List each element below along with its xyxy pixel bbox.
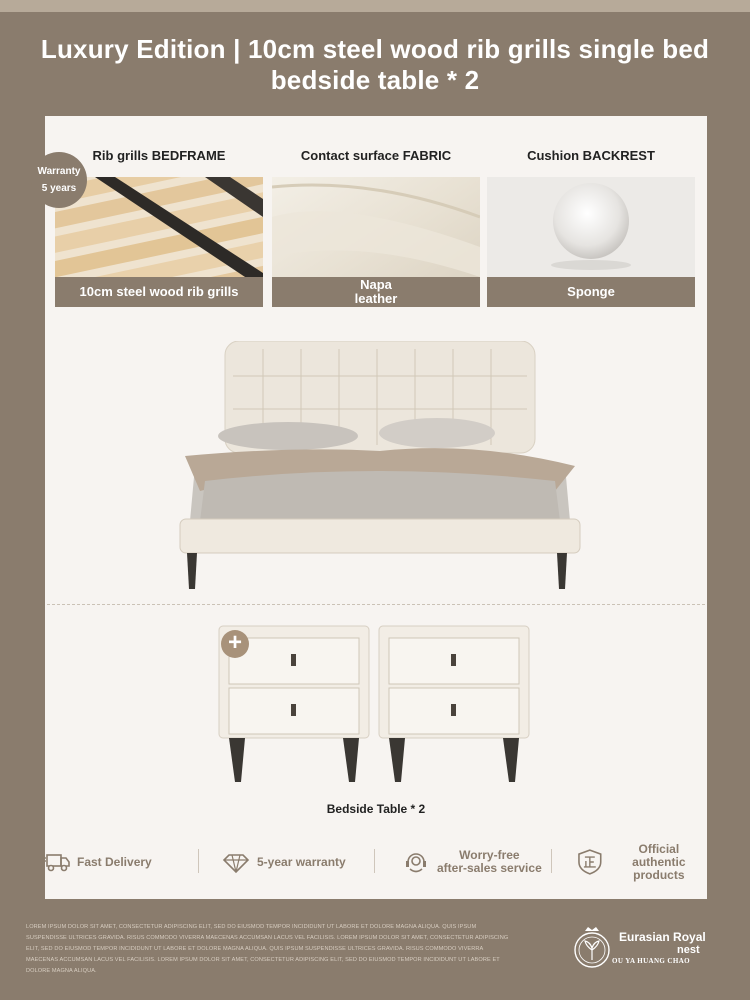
bedside-table-label: Bedside Table * 2 bbox=[326, 802, 426, 816]
caption-line-2: leather bbox=[354, 291, 398, 306]
product-panel bbox=[37, 116, 707, 899]
rib-grill-image bbox=[55, 177, 263, 307]
service-label: Fast Delivery bbox=[77, 854, 152, 869]
service-divider bbox=[551, 849, 552, 873]
brand-pinyin: OU YA HUANG CHAO bbox=[612, 957, 691, 965]
section-divider bbox=[47, 604, 705, 605]
warranty-line-2: 5 years bbox=[41, 183, 77, 194]
leather-image bbox=[272, 177, 480, 307]
caption-line-1: Napa bbox=[360, 277, 392, 292]
service-label bbox=[611, 843, 707, 882]
bed-image bbox=[175, 341, 585, 591]
service-after-sales bbox=[401, 844, 542, 880]
title-line-2: bedside table * 2 bbox=[270, 65, 480, 95]
service-divider bbox=[374, 849, 375, 873]
footer-lorem-text: LOREM IPSUM DOLOR SIT AMET, CONSECTETUR ADIPISCING ELIT, SED DO EIUSMOD TEMPOR INCIDIDUNT UT LABORE ET DOLORE MAGNA ALIQUA. QUIS IPSUM SUSPENDISSE ULTRICES GRAVIDA. RISUS COMMODO VIVERRA MAECENAS ACCUMSAN LACUS VEL FACILISIS. LOREM IPSUM DOLOR SIT AMET, CONSECTETUR ADIPISCING ELIT, SED DO EIUSMOD TEMPOR INCIDIDUNT UT LABORE ET DOLORE MAGNA ALIQUA. QUIS IPSUM SUSPENDISSE ULTRICES GRAVIDA. RISUS COMMODO VIVERRA MAECENAS ACCUMSAN LACUS VEL FACILISIS. LOREM IPSUM DOLOR SIT AMET, CONSECTETUR ADIPISCING ELIT, SED DO EIUSMOD TEMPOR INCIDIDUNT UT LABORE ET DOLORE MAGNA ALIQUA. bbox=[26, 924, 509, 974]
service-warranty bbox=[221, 844, 346, 880]
support-icon bbox=[401, 847, 431, 877]
service-authentic bbox=[575, 841, 707, 882]
feature-title: Rib grills BEDFRAME bbox=[92, 148, 226, 163]
bedside-tables-image bbox=[217, 624, 537, 784]
title-line-1: Luxury Edition | 10cm steel wood rib grills single bed bbox=[40, 34, 710, 64]
page-title bbox=[20, 34, 730, 96]
diamond-icon bbox=[221, 847, 251, 877]
feature-caption bbox=[272, 277, 480, 307]
authentic-icon bbox=[575, 847, 605, 877]
truck-icon bbox=[41, 847, 71, 877]
brand-logo-icon bbox=[572, 926, 612, 970]
feature-title: Contact surface FABRIC bbox=[300, 148, 452, 163]
service-label-line-1: Worry-free bbox=[459, 848, 520, 862]
service-label bbox=[437, 849, 542, 875]
warranty-badge bbox=[31, 152, 87, 208]
brand-name: Eurasian Royal bbox=[619, 930, 706, 944]
service-label: 5-year warranty bbox=[257, 854, 346, 869]
service-label-line-2: products bbox=[633, 867, 685, 882]
feature-caption: 10cm steel wood rib grills bbox=[55, 277, 263, 307]
feature-caption: Sponge bbox=[487, 277, 695, 307]
sponge-image bbox=[487, 177, 695, 307]
plus-icon: + bbox=[221, 630, 249, 658]
service-label-line-1: Official authentic bbox=[632, 841, 686, 869]
service-label-line-2: after-sales service bbox=[437, 861, 542, 875]
brand-name-line-2: nest bbox=[677, 944, 700, 956]
service-divider bbox=[198, 849, 199, 873]
service-fast-delivery bbox=[41, 844, 152, 880]
feature-title: Cushion BACKREST bbox=[527, 148, 655, 163]
top-strip bbox=[0, 0, 750, 12]
warranty-line-1: Warranty bbox=[37, 166, 81, 177]
